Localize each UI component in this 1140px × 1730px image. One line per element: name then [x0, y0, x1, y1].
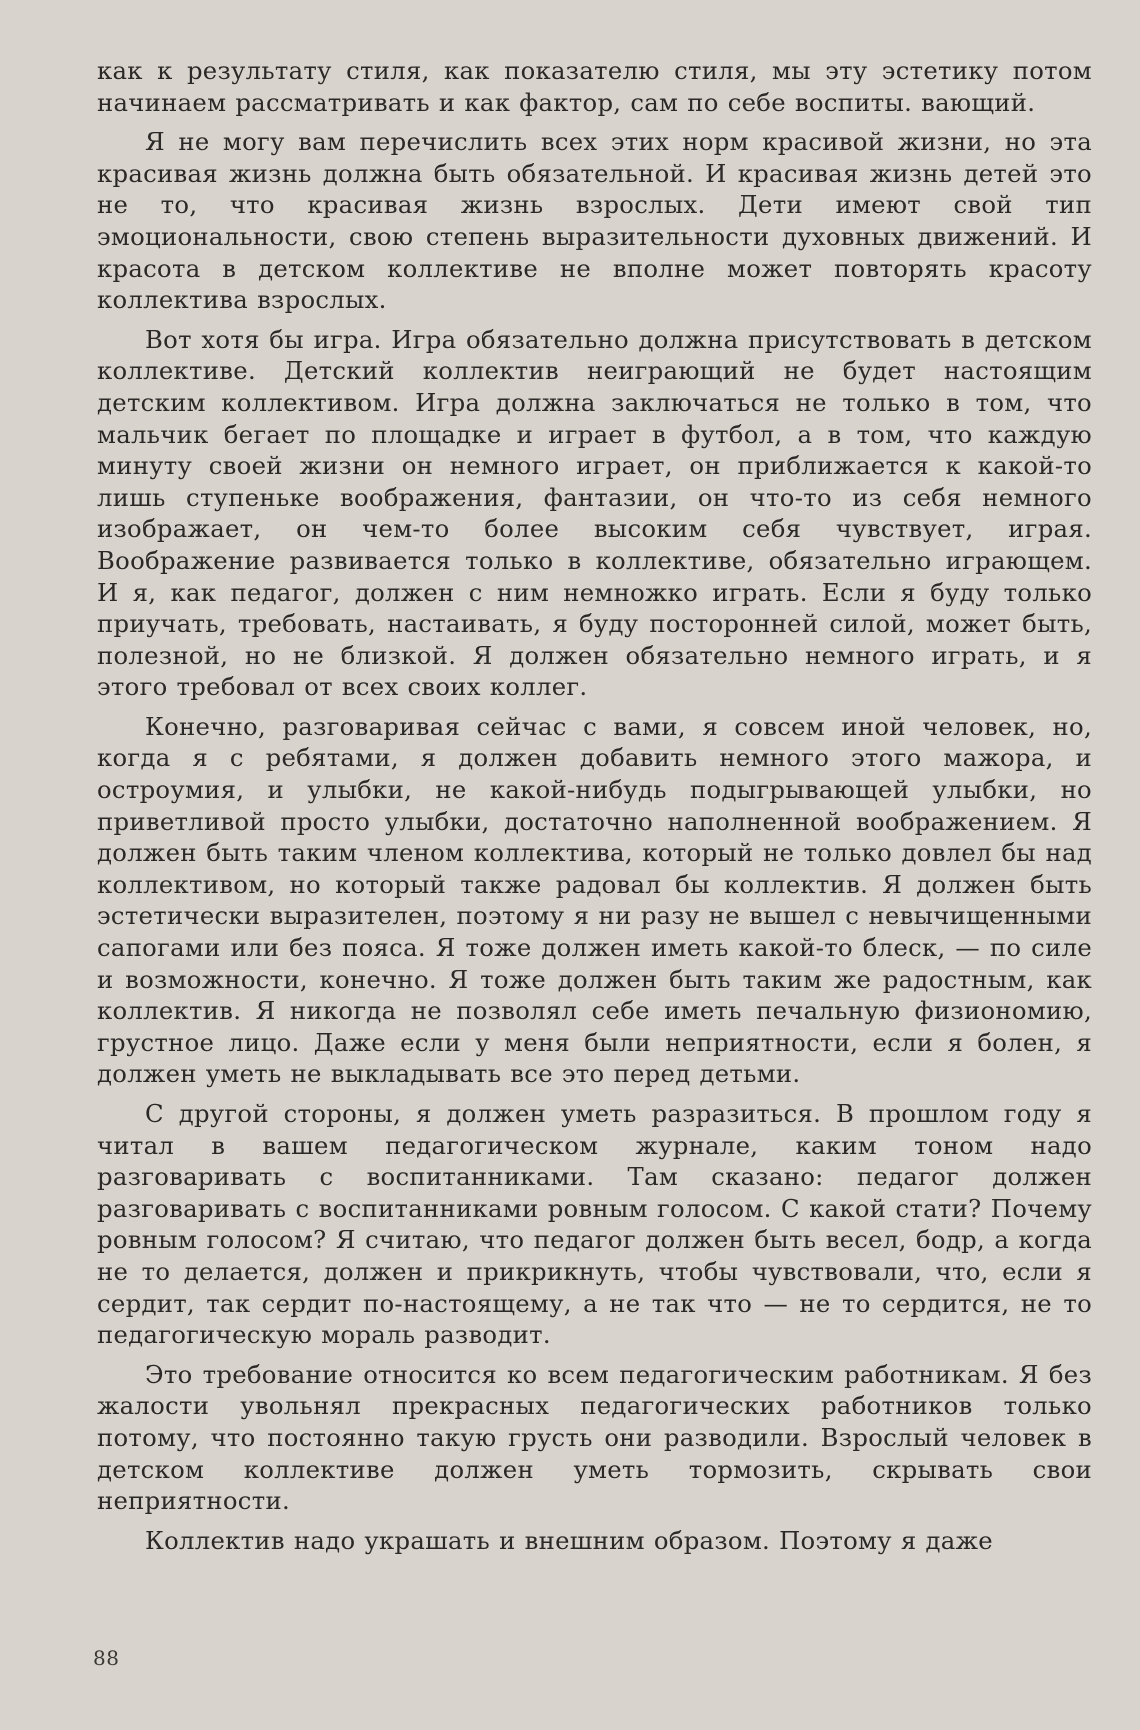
paragraph-continuation: как к результату стиля, как показателю стиля, мы эту эстетику потом начинаем рассматривать и как фактор, сам по себе воспиты. вающий. [97, 56, 1092, 117]
page-text [97, 55, 1092, 1556]
paragraph: С другой стороны, я должен уметь разразиться. В прошлом году я читал в вашем педагогическом журнале, каким тоном надо разговаривать с воспитанниками. Там сказано: педагог должен разговаривать с воспитанниками ровным голосом. С какой стати? Почему ровным голосом? Я считаю, что педагог должен быть весел, бодр, а когда не то делается, должен и прикрикнуть, чтобы чувствовали, что, если я сердит, так сердит по-настоящему, а не так что — не то сердится, не то педагогическую мораль разводит. [97, 1099, 1092, 1350]
page-number: 88 [93, 1646, 120, 1670]
paragraph: Вот хотя бы игра. Игра обязательно должна присутствовать в детском коллективе. Детский коллектив неиграющий не будет настоящим детским коллективом. Игра должна заключаться не только в том, что мальчик бегает по площадке и играет в футбол, а в том, что каждую минуту своей жизни он немного играет, он приближается к какой-то лишь ступеньке воображения, фантазии, он что-то из себя немного изображает, он чем-то более высоким себя чувствует, играя. Воображение развивается только в коллективе, обязательно играющем. И я, как педагог, должен с ним немножко играть. Если я буду только приучать, требовать, настаивать, я буду посторонней силой, может быть, полезной, но не близкой. Я должен обязательно немного играть, и я этого требовал от всех своих коллег. [97, 324, 1092, 702]
paragraph: Это требование относится ко всем педагогическим работникам. Я без жалости увольнял прекрасных педагогических работников только потому, что постоянно такую грусть они разводили. Взрослый человек в детском коллективе должен уметь тормозить, скрывать свои неприятности. [97, 1359, 1092, 1516]
paragraph: Коллектив надо украшать и внешним образом. Поэтому я даже [145, 1525, 993, 1555]
paragraph: Я не могу вам перечислить всех этих норм красивой жизни, но эта красивая жизнь должна быть обязательной. И красивая жизнь детей это не то, что красивая жизнь взрослых. Дети имеют свой тип эмоциональности, свою степень выразительности духовных движений. И красота в детском коллективе не вполне может повторять красоту коллектива взрослых. [97, 127, 1092, 315]
paragraph: Конечно, разговаривая сейчас с вами, я совсем иной человек, но, когда я с ребятами, я должен добавить немного этого мажора, и остроумия, и улыбки, не какой-нибудь подыгрывающей улыбки, но приветливой просто улыбки, достаточно наполненной воображением. Я должен быть таким членом коллектива, который не только довлел бы над коллективом, но который также радовал бы коллектив. Я должен быть эстетически выразителен, поэтому я ни разу не вышел с невычищенными сапогами или без пояса. Я тоже должен иметь какой-то блеск, — по силе и возможности, конечно. Я тоже должен быть таким же радостным, как коллектив. Я никогда не позволял себе иметь печальную физиономию, грустное лицо. Даже если у меня были неприятности, если я болен, я должен уметь не выкладывать все это перед детьми. [97, 711, 1092, 1089]
